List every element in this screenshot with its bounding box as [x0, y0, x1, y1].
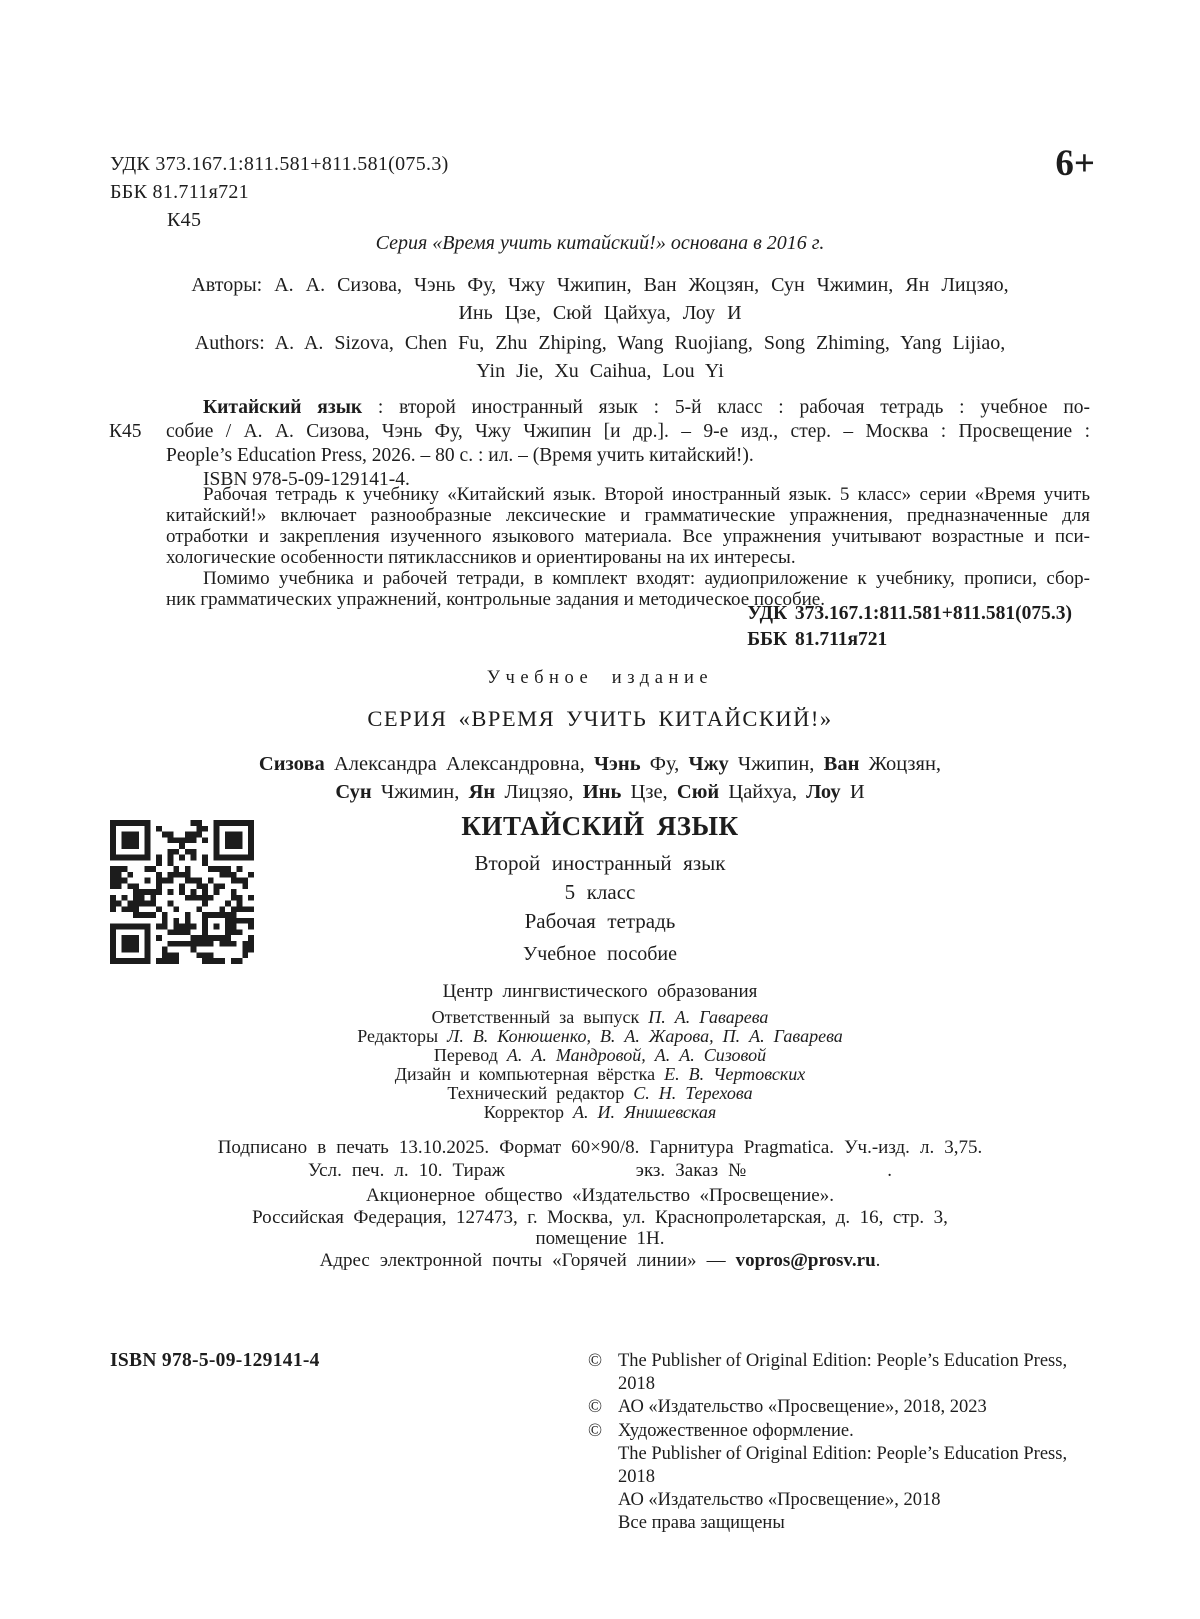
age-rating-badge: 6+ — [1055, 143, 1095, 184]
print-info-line: Подписано в печать 13.10.2025. Формат 60×90/8. Гарнитура Pragmatica. Уч.-изд. л. 3,75. — [217, 1137, 983, 1158]
authors-signature-line — [0, 750, 1200, 778]
authors-en-line: Authors: A. A. Sizova, Chen Fu, Zhu Zhiping, Wang Ruojiang, Song Zhiming, Yang Lijiao, — [194, 332, 1006, 354]
copyright-symbol — [588, 1512, 618, 1535]
publisher-address-line: Российская Федерация, 127473, г. Москва, ул. Краснопролетарская, д. 16, стр. 3, — [252, 1206, 948, 1228]
text-segment: Чжимин, — [371, 781, 469, 803]
text-segment: : второй иностранный язык : 5-й класс : рабочая тетрадь : учебное по- — [362, 397, 1090, 418]
qr-code-svg — [110, 820, 254, 964]
authors-ru-line: Инь Цзе, Сюй Цайхуа, Лоу И — [458, 301, 742, 324]
text-segment: vopros@prosv.ru — [735, 1250, 876, 1271]
catalog-card-text — [166, 396, 1090, 492]
catalog-card — [109, 396, 1090, 492]
copyright-symbol: © — [588, 1420, 603, 1441]
text-segment: А. А. Мандровой, А. А. Сизовой — [506, 1045, 767, 1065]
isbn-footer: ISBN 978-5-09-129141-4 — [110, 1350, 320, 1371]
udk-code-bold: УДК 373.167.1:811.581+811.581(075.3) — [747, 603, 1072, 624]
annotation-line: китайский!» включает разнообразные лексические и грамматические упражнения, предназначенные для — [166, 505, 1090, 526]
copyright-line — [588, 1512, 1100, 1535]
edition-type-label: Учебное издание — [486, 668, 714, 688]
text-segment: А. И. Янишевская — [573, 1102, 717, 1122]
copyright-text: The Publisher of Original Edition: People’s Education Press, 2018 — [618, 1351, 1068, 1395]
publisher-address-line: помещение 1Н. — [535, 1228, 665, 1249]
annotation-line: хологические особенности пятиклассников и ориентированы на их интересы. — [166, 547, 796, 568]
staff-credit-line — [0, 1008, 1200, 1027]
copyright-symbol: © — [588, 1397, 603, 1418]
series-heading: СЕРИЯ «ВРЕМЯ УЧИТЬ КИТАЙСКИЙ!» — [367, 706, 833, 731]
copyright-symbol: © — [588, 1351, 603, 1371]
book-subtitle: Второй иностранный язык — [474, 851, 726, 875]
text-segment: Чэнь — [593, 753, 641, 775]
linguistic-center-label: Центр лингвистического образования — [442, 981, 758, 1002]
text-segment: Александра Александровна, — [324, 753, 594, 775]
publisher-address — [0, 1185, 1200, 1250]
annotation-line: Помимо учебника и рабочей тетради, в комплект входят: аудиоприложение к учебнику, прописи, сбор- — [203, 568, 1090, 589]
print-info — [0, 1136, 1200, 1182]
text-segment: Ян — [468, 781, 496, 803]
print-info-line: Усл. печ. л. 10. Тираж экз. Заказ № . — [307, 1160, 893, 1181]
authors-signature-line — [0, 778, 1200, 806]
copyright-text: АО «Издательство «Просвещение», 2018, 2023 — [618, 1397, 987, 1418]
copyright-text: Художественное оформление. — [618, 1420, 854, 1441]
catalog-card-line: собие / А. А. Сизова, Чэнь Фу, Чжу Чжипин [и др.]. – 9-е изд., стер. – Москва : Просвещение : — [166, 421, 1090, 442]
annotation-line: Рабочая тетрадь к учебнику «Китайский язык. Второй иностранный язык. 5 класс» серии «Время учить — [203, 484, 1090, 505]
text-segment: Сизова — [258, 753, 325, 775]
text-segment: Дизайн и компьютерная вёрстка — [394, 1064, 665, 1084]
text-segment: Адрес электронной почты «Горячей линии» — — [319, 1250, 736, 1271]
annotation-text — [166, 484, 1090, 610]
staff-credits — [0, 1008, 1200, 1122]
catalog-card-line: People’s Education Press, 2026. – 80 с. : ил. – (Время учить китайский!). — [166, 445, 754, 466]
copyright-text: АО «Издательство «Просвещение», 2018 — [618, 1490, 941, 1511]
hotline-email-line — [0, 1250, 1200, 1272]
text-segment: Сюй — [676, 781, 720, 803]
series-founding-note: Серия «Время учить китайский!» основана в 2016 г. — [375, 232, 825, 254]
catalog-card-code: К45 — [109, 421, 142, 442]
text-segment: Сун — [335, 781, 372, 803]
top-codes-block — [110, 150, 449, 234]
annotation-line: отработки и закрепления изученного языкового материала. Все упражнения учитывают возрастные и пси- — [166, 526, 1090, 547]
text-segment: Л. В. Конюшенко, В. А. Жарова, П. А. Гаварева — [447, 1026, 843, 1046]
book-type-workbook: Рабочая тетрадь — [524, 909, 676, 933]
copyright-symbol — [588, 1489, 618, 1512]
qr-code — [110, 820, 254, 964]
copyright-line — [588, 1396, 1100, 1419]
annotation-line: ник грамматических упражнений, контрольные задания и методическое пособие. — [166, 589, 825, 610]
book-title: КИТАЙСКИЙ ЯЗЫК — [461, 811, 739, 841]
text-segment: Ответственный за выпуск — [431, 1007, 649, 1027]
catalog-card-line — [166, 396, 1090, 420]
text-segment: . — [875, 1250, 881, 1271]
text-segment: С. Н. Терехова — [633, 1083, 753, 1103]
copyright-symbol — [588, 1443, 618, 1489]
authors-ru-line: Авторы: А. А. Сизова, Чэнь Фу, Чжу Чжипин, Ван Жоцзян, Сун Чжимин, Ян Лицзяо, — [191, 274, 1009, 296]
udk-code: УДК 373.167.1:811.581+811.581(075.3) — [110, 153, 449, 175]
text-segment: Корректор — [483, 1102, 573, 1122]
authors-en-line: Yin Jie, Xu Caihua, Lou Yi — [476, 359, 724, 382]
authors-list-ru — [0, 272, 1200, 327]
text-segment: Цайхуа, — [719, 781, 807, 803]
staff-credit-line — [0, 1027, 1200, 1046]
author-sign-code: К45 — [167, 209, 202, 231]
copyright-line — [588, 1420, 1100, 1443]
staff-credit-line — [0, 1084, 1200, 1103]
bbk-code: ББК 81.711я721 — [110, 181, 249, 203]
copyright-text: The Publisher of Original Edition: People’s Education Press, 2018 — [618, 1443, 1068, 1488]
staff-credit-line — [0, 1046, 1200, 1065]
text-segment: Чжу — [688, 753, 729, 775]
copyright-text: Все права защищены — [618, 1513, 785, 1534]
authors-signature — [0, 750, 1200, 806]
text-segment: Редакторы — [357, 1026, 448, 1046]
text-segment: Е. В. Чертовских — [664, 1064, 806, 1084]
publisher-address-line: Акционерное общество «Издательство «Просвещение». — [366, 1185, 834, 1206]
book-type-edition: Учебное пособие — [523, 943, 677, 965]
copyright-line — [588, 1443, 1100, 1489]
codes-right-block — [747, 601, 1072, 653]
text-segment: Цзе, — [621, 781, 677, 803]
text-segment: Перевод — [433, 1045, 507, 1065]
text-segment: Фу, — [640, 753, 689, 775]
text-segment: Китайский язык — [203, 397, 363, 418]
book-grade: 5 класс — [564, 880, 636, 904]
text-segment: Лицзяо, — [495, 781, 583, 803]
staff-credit-line — [0, 1103, 1200, 1122]
text-segment: И — [840, 781, 865, 803]
staff-credit-line — [0, 1065, 1200, 1084]
copyright-block — [588, 1350, 1100, 1536]
authors-list-en — [0, 330, 1200, 385]
text-segment: Чжипин, — [728, 753, 824, 775]
text-segment: Ван — [823, 753, 860, 775]
text-segment: Жоцзян, — [859, 753, 942, 775]
catalog-card-line: ISBN 978-5-09-129141-4. — [203, 469, 410, 490]
copyright-line — [588, 1489, 1100, 1512]
bbk-code-bold: ББК 81.711я721 — [747, 629, 888, 650]
text-segment: Инь — [582, 781, 622, 803]
text-segment: Технический редактор — [447, 1083, 634, 1103]
text-segment: Лоу — [806, 781, 841, 803]
text-segment: П. А. Гаварева — [648, 1007, 769, 1027]
copyright-line — [588, 1350, 1100, 1396]
